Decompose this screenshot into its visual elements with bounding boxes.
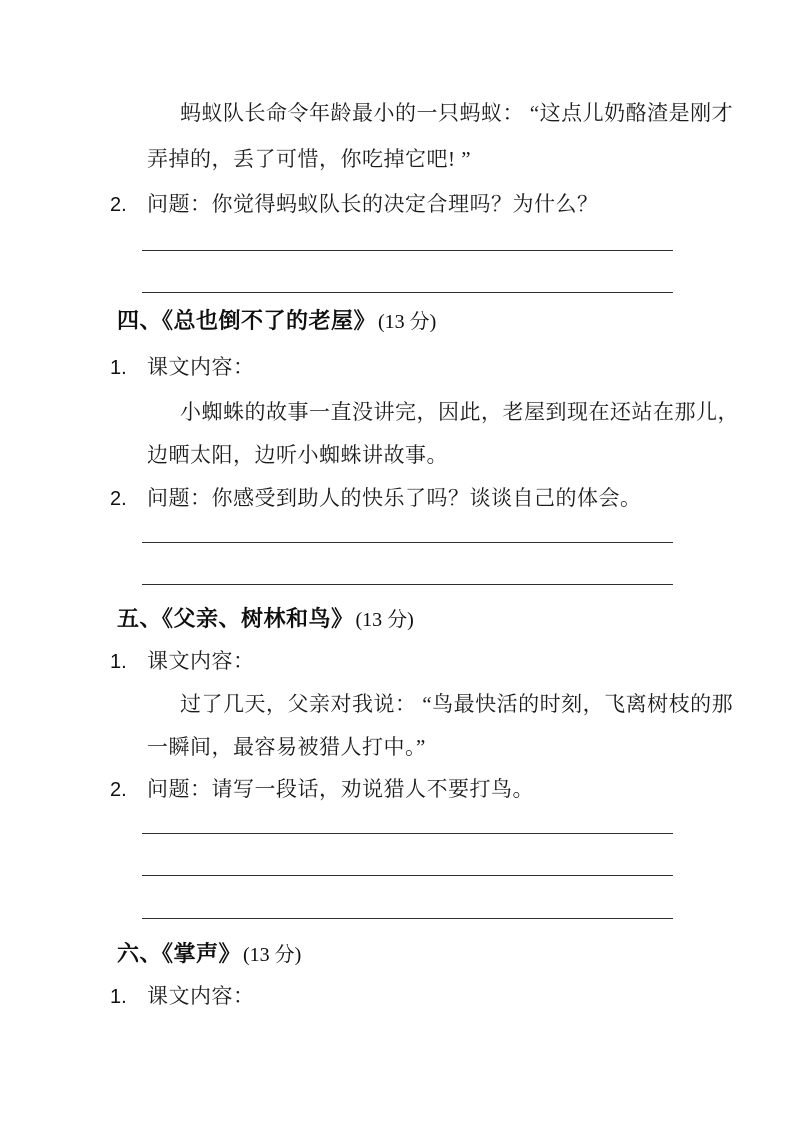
section-score: (13 分) [355, 609, 414, 631]
section-heading-title: 六、《掌声》 [117, 941, 242, 966]
question-text-old-house: 问题：你感受到助人的快乐了吗？谈谈自己的体会。 [147, 486, 642, 510]
passage-ant-captain-line2: 弄掉的，丢了可惜，你吃掉它吧! ” [147, 147, 472, 171]
item-label-text-content: 课文内容： [147, 649, 255, 673]
section-heading-father-forest-birds [117, 606, 414, 633]
question-text-ant-captain: 问题：你觉得蚂蚁队长的决定合理吗？为什么？ [147, 192, 599, 216]
section-score: (13 分) [378, 311, 437, 333]
passage-old-house-line2: 边晒太阳，边听小蜘蛛讲故事。 [147, 443, 448, 467]
item-row-text-content [110, 983, 255, 1010]
section-heading-old-house [117, 308, 436, 335]
answer-blank-line [142, 875, 673, 876]
section-heading-title: 四、《总也倒不了的老屋》 [117, 308, 377, 333]
item-number: 1. [110, 651, 127, 673]
answer-blank-line [142, 250, 673, 251]
question-text-father-birds: 问题：请写一段话，劝说猎人不要打鸟。 [147, 777, 534, 801]
passage-ant-captain-line1: 蚂蚁队长命令年龄最小的一只蚂蚁： “这点儿奶酪渣是刚才 [180, 101, 734, 125]
question-number: 2. [110, 488, 127, 510]
question-row-ant-captain [110, 191, 599, 218]
item-row-text-content [110, 648, 255, 675]
answer-blank-line [142, 833, 673, 834]
answer-blank-line [142, 542, 673, 543]
item-number: 1. [110, 986, 127, 1008]
passage-father-birds-line2: 一瞬间，最容易被猎人打中。” [147, 735, 426, 759]
answer-blank-line [142, 292, 673, 293]
passage-father-birds-line1: 过了几天，父亲对我说： “鸟最快活的时刻，飞离树枝的那 [180, 692, 734, 716]
question-number: 2. [110, 194, 127, 216]
question-number: 2. [110, 779, 127, 801]
passage-old-house-line1: 小蜘蛛的故事一直没讲完，因此，老屋到现在还站在那儿， [180, 400, 739, 424]
section-heading-title: 五、《父亲、树林和鸟》 [117, 606, 354, 631]
item-label-text-content: 课文内容： [147, 984, 255, 1008]
answer-blank-line [142, 918, 673, 919]
item-number: 1. [110, 357, 127, 379]
section-heading-applause [117, 941, 301, 968]
question-row-father-birds [110, 776, 534, 803]
section-score: (13 分) [243, 944, 302, 966]
question-row-old-house [110, 485, 642, 512]
item-label-text-content: 课文内容： [147, 355, 255, 379]
answer-blank-line [142, 584, 673, 585]
item-row-text-content [110, 354, 255, 381]
